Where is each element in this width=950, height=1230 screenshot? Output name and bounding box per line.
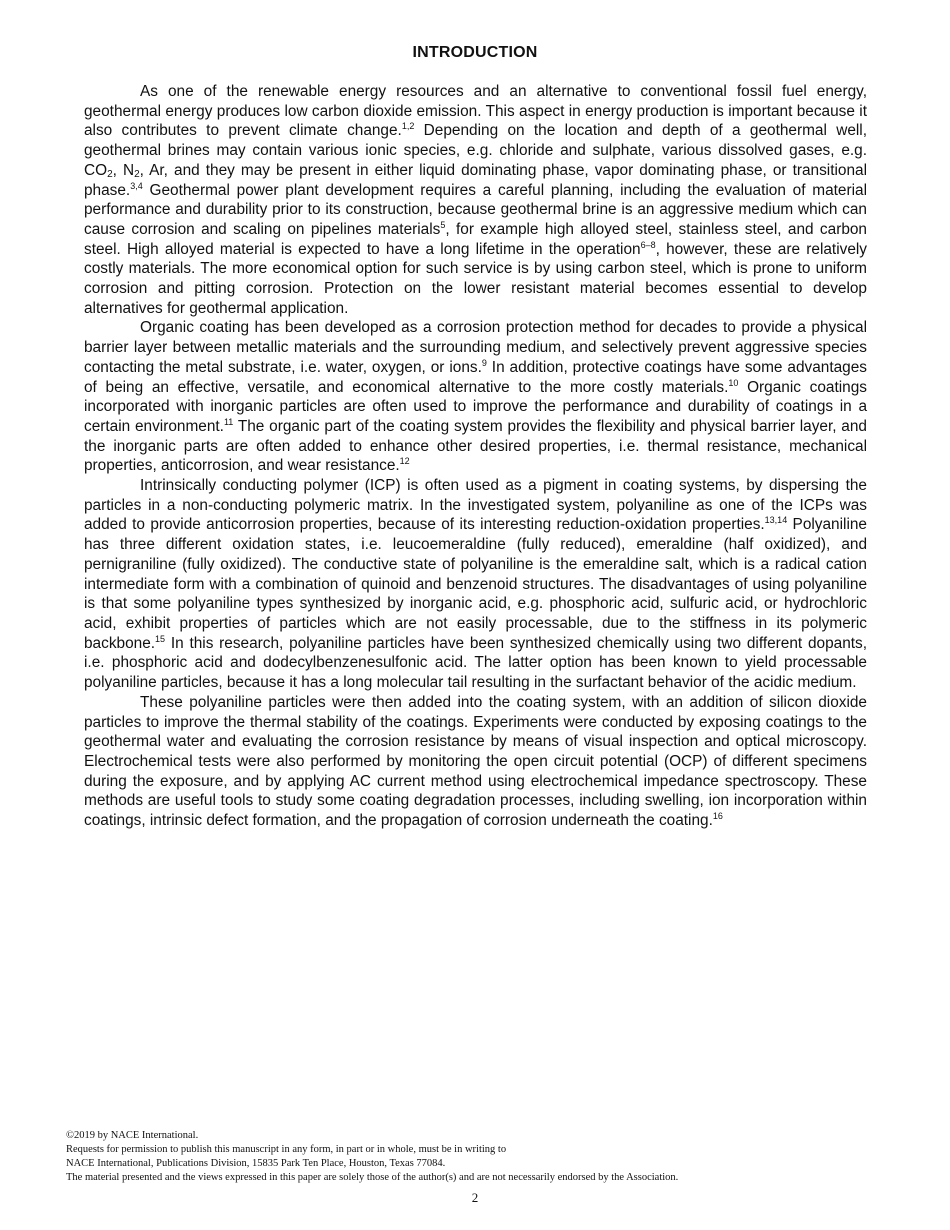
text-run: Depending on the location and depth of a geothermal well, geothermal brines may contain various ionic species, e.g. chloride and sulphate, various dissolved gases, e.g. CO: [84, 122, 867, 179]
text-run: As one of the renewable energy resources and an alternative to conventional fossil fuel energy, geothermal energy produces low carbon dioxide emission. This aspect in energy production is important because it also contributes to prevent climate change.: [84, 83, 867, 140]
citation-superscript: 13,14: [764, 515, 788, 526]
citation-superscript: 6–8: [640, 239, 656, 250]
text-run: Organic coating has been developed as a corrosion protection method for decades to provide a physical barrier layer between metallic materials and the surrounding medium, and selectively prevent aggressive species contacting the metal substrate, i.e. water, oxygen, or ions.: [84, 319, 867, 376]
text-run: Intrinsically conducting polymer (ICP) is often used as a pigment in coating systems, by dispersing the particles in a non-conducting polymeric matrix. In the investigated system, polyaniline as one of the ICPs was added to provide anticorrosion properties, because of its interesting reduction-oxidation properties.: [84, 477, 867, 534]
text-run: Geothermal power plant development requires a careful planning, including the evaluation of material performance and durability prior to its construction, because geothermal brine is an aggressive medium which can cause corrosion and scaling on pipelines materials: [84, 181, 867, 238]
text-run: Polyaniline has three different oxidation states, i.e. leucoemeraldine (fully reduced), emeraldine (half oxidized), and pernigraniline (fully oxidized). The conductive state of polyaniline is the emeraldine salt, which is a radical cation intermediate form with a combination of quinoid and benzenoid structures. The disadvantages of using polyaniline is that some polyaniline types synthesized by inorganic acid, e.g. phosphoric acid, sulfuric acid, or hydrochloric acid, exhibit properties of particles which are not easily processable, due to the stiffness in its polymeric backbone.: [84, 516, 867, 652]
section-heading: INTRODUCTION: [412, 44, 538, 61]
footer-disclaimer: The material presented and the views expressed in this paper are solely those of the author(s) and are not necessarily endorsed by the Association.: [66, 1172, 679, 1183]
paragraph: [84, 476, 867, 693]
paragraph: [84, 82, 867, 318]
chemical-subscript: 2: [107, 168, 113, 180]
footer-permission: Requests for permission to publish this manuscript in any form, in part or in whole, must be in writing to: [66, 1144, 507, 1155]
citation-superscript: 3,4: [130, 180, 143, 191]
chemical-subscript: 2: [134, 168, 140, 180]
text-run: Organic coatings incorporated with inorganic particles are often used to improve the performance and durability of coatings in a certain environment.: [84, 378, 867, 435]
citation-superscript: 12: [399, 456, 410, 467]
footer-notice: [66, 1129, 886, 1185]
citation-superscript: 11: [223, 416, 234, 427]
page-number: 2: [471, 1190, 479, 1205]
text-run: The organic part of the coating system provides the flexibility and physical barrier layer, and the inorganic parts are often added to enhance other desired properties, i.e. thermal resistance, mechanical properties, anticorrosion, and wear resistance.: [84, 417, 867, 475]
text-run: , N: [112, 161, 135, 179]
paragraph: [84, 318, 867, 476]
citation-superscript: 15: [155, 633, 166, 644]
citation-superscript: 5: [440, 219, 446, 230]
footer-copyright: ©2019 by NACE International.: [66, 1130, 199, 1141]
citation-superscript: 10: [728, 377, 739, 388]
text-run: In addition, protective coatings have some advantages of being an effective, versatile, and economical alternative to the more costly materials.: [84, 358, 868, 396]
citation-superscript: 1,2: [401, 121, 415, 132]
paragraph: [84, 693, 867, 831]
footer-address: NACE International, Publications Division, 15835 Park Ten Place, Houston, Texas 77084.: [66, 1158, 446, 1169]
introduction-body: [84, 82, 867, 831]
text-run: , Ar, and they may be present in either liquid dominating phase, vapor dominating phase, or transitional phase.: [84, 161, 867, 199]
text-run: , for example high alloyed steel, stainless steel, and carbon steel. High alloyed material is expected to have a long lifetime in the operation: [84, 220, 867, 258]
citation-superscript: 16: [712, 811, 723, 822]
text-run: In this research, polyaniline particles have been synthesized chemically using two different dopants, i.e. phosphoric acid and dodecylbenzenesulfonic acid. The latter option has been known to yield processable polyaniline particles, because it has a long molecular tail resulting in the surfactant behavior of the acidic medium.: [84, 634, 867, 692]
text-run: , however, these are relatively costly materials. The more economical option for such service is by using carbon steel, which is prone to uniform corrosion and pitting corrosion. Protection on the lower resistant material becomes essential to develop alternatives for geothermal application.: [84, 240, 867, 317]
citation-superscript: 9: [481, 357, 487, 368]
text-run: These polyaniline particles were then added into the coating system, with an addition of silicon dioxide particles to improve the thermal stability of the coatings. Experiments were conducted by exposing coatings to the geothermal water and evaluating the corrosion resistance by means of visual inspection and optical microscopy. Electrochemical tests were also performed by monitoring the open circuit potential (OCP) of different specimens during the exposure, and by applying AC current method using electrochemical impedance spectroscopy. These methods are useful tools to study some coating degradation processes, including swelling, ion incorporation within coatings, intrinsic defect formation, and the propagation of corrosion underneath the coating.: [84, 693, 867, 830]
